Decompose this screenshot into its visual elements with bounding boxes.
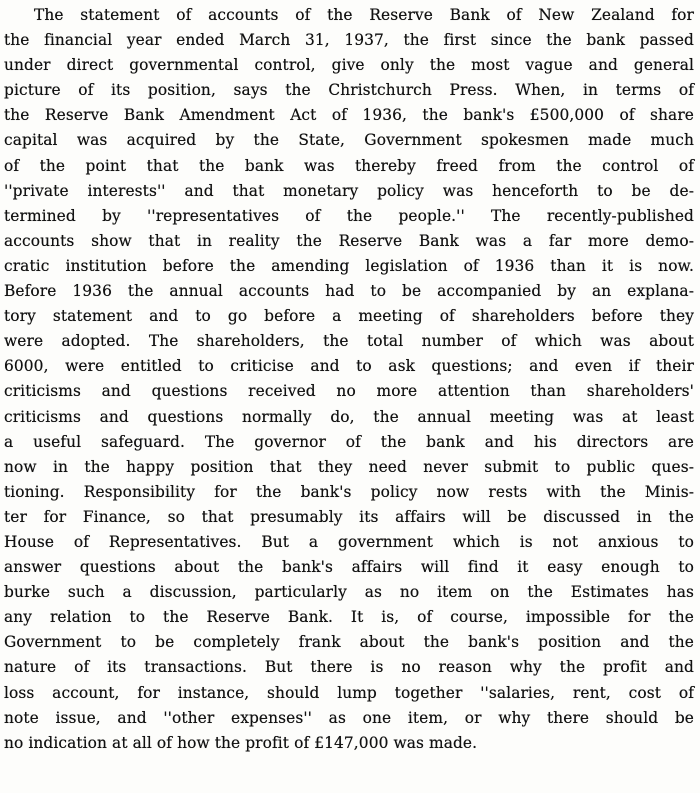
text-line-9: termined by ''representatives of the people.'' The recently-published [4,206,694,225]
text-line-27: nature of its transactions. But there is no reason why the profit and [4,658,694,677]
text-line-11: cratic institution before the amending legislation of 1936 than it is now. [4,256,694,275]
text-line-23: answer questions about the bank's affairs will find it easy enough to [4,558,694,577]
text-line-24: burke such a discussion, particularly as no item on the Estimates has [4,583,694,602]
text-line-3: under direct governmental control, give only the most vague and general [4,56,694,75]
text-line-6: capital was acquired by the State, Government spokesmen made much [4,131,694,150]
text-line-28: loss account, for instance, should lump together ''salaries, rent, cost of [4,683,694,702]
text-line-22: House of Representatives. But a government which is not anxious to [4,532,694,551]
text-line-4: picture of its position, says the Christchurch Press. When, in terms of [4,81,694,100]
text-line-5: the Reserve Bank Amendment Act of 1936, the bank's £500,000 of share [4,106,694,125]
text-line-10: accounts show that in reality the Reserve Bank was a far more demo- [4,231,694,250]
text-line-29: note issue, and ''other expenses'' as one item, or why there should be [4,708,694,727]
text-line-14: were adopted. The shareholders, the total number of which was about [4,332,694,351]
text-line-17: criticisms and questions normally do, the annual meeting was at least [4,407,694,426]
text-line-1: The statement of accounts of the Reserve Bank of New Zealand for [34,6,694,24]
text-line-8: ''private interests'' and that monetary policy was henceforth to be de- [4,181,694,200]
text-line-25: any relation to the Reserve Bank. It is, of course, impossible for the [4,608,694,627]
text-line-19: now in the happy position that they need never submit to public ques- [4,457,694,476]
text-line-18: a useful safeguard. The governor of the bank and his directors are [4,432,694,451]
text-line-7: of the point that the bank was thereby freed from the control of [4,156,694,175]
text-line-16: criticisms and questions received no more attention than shareholders' [4,382,694,401]
text-line-30: no indication at all of how the profit of £147,000 was made. [4,733,478,752]
text-line-20: tioning. Responsibility for the bank's policy now rests with the Minis- [4,482,694,501]
text-line-13: tory statement and to go before a meeting of shareholders before they [4,307,694,326]
text-line-21: ter for Finance, so that presumably its affairs will be discussed in the [4,507,694,526]
text-line-2: the financial year ended March 31, 1937, the first since the bank passed [4,31,694,50]
text-line-26: Government to be completely frank about the bank's position and the [4,633,694,652]
text-line-15: 6000, were entitled to criticise and to ask questions; and even if their [4,357,694,376]
article-body [4,3,694,756]
text-line-12: Before 1936 the annual accounts had to be accompanied by an explana- [4,282,694,301]
